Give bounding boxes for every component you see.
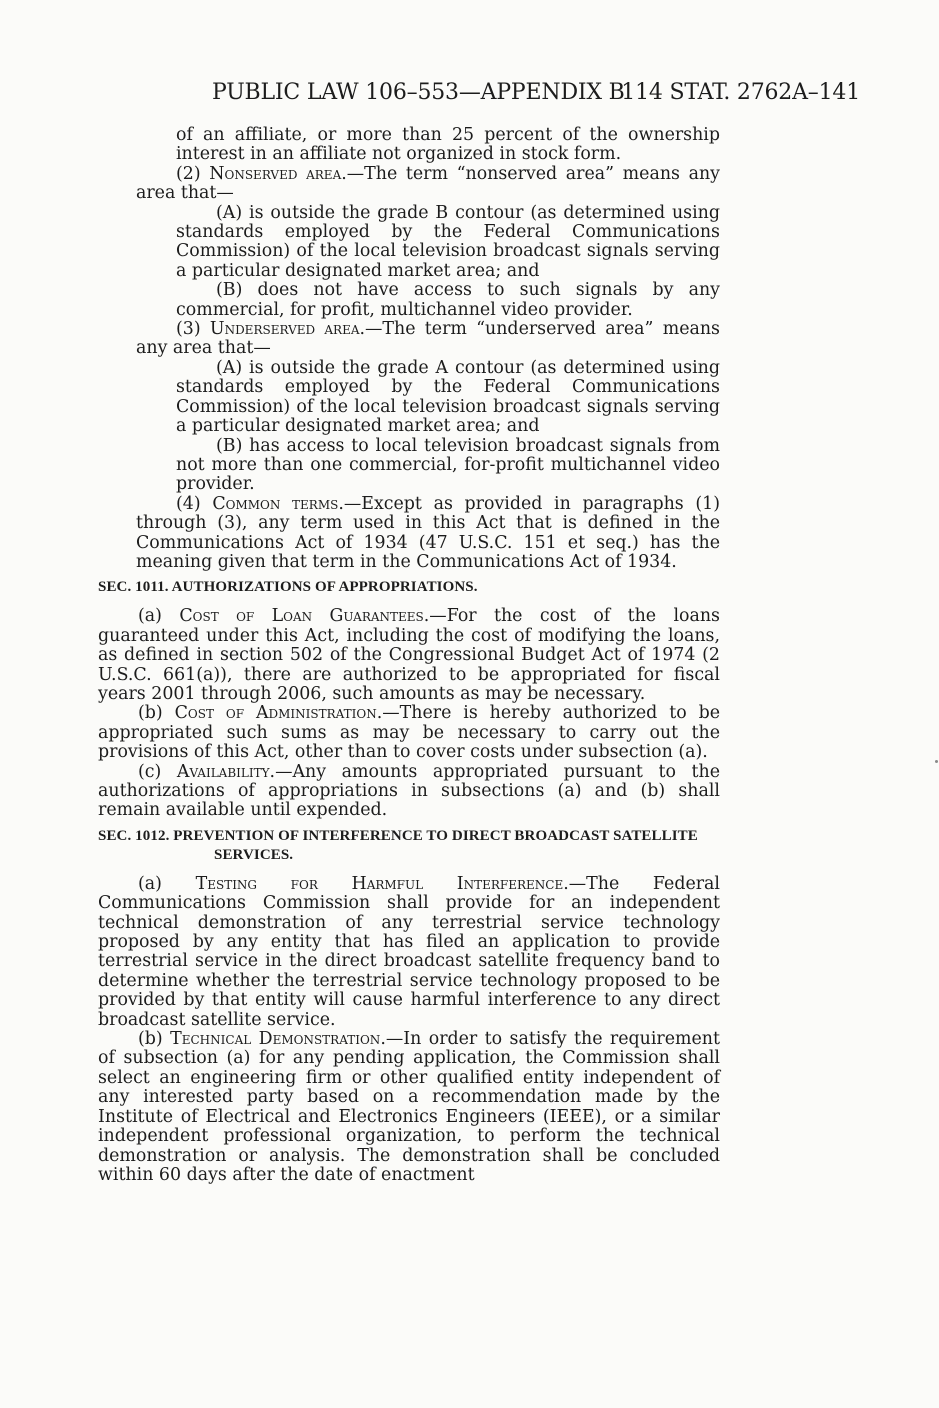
subparagraph-underserved-b: (B) has access to local television broadcast signals from not more than one commercial, for-profit multichannel video provider. xyxy=(176,435,720,495)
continuation-paragraph: of an affiliate, or more than 25 percent of the ownership interest in an affiliate not organized in stock form. xyxy=(176,125,720,165)
subsection-text: .—The Federal Communications Commission shall provide for an independent technical demonstration of any terrestrial service technology proposed by any entity that has filed an application to provide terrestrial service in the direct broadcast satellite frequency band to determine whether the terrestrial service technology proposed to be provided by that entity will cause harmful interference to any direct broadcast satellite service. xyxy=(98,873,720,1030)
paragraph-heading: Common terms xyxy=(212,493,339,514)
subsection-label: (b) xyxy=(138,703,163,724)
subsection-heading: Cost of Administration xyxy=(174,703,377,724)
section-1011-subsection-c xyxy=(98,763,720,821)
subparagraph-nonserved-b: (B) does not have access to such signals by any commercial, for profit, multichannel video provider. xyxy=(176,280,720,320)
paragraph-number: (3) xyxy=(176,319,201,340)
paragraph-heading: Nonserved area xyxy=(209,163,342,184)
paragraph-text: .—The term “nonserved area” means any area that— xyxy=(136,163,720,204)
section-1011-subsection-b xyxy=(98,704,720,762)
paragraph-nonserved-area xyxy=(98,165,720,204)
subsection-heading: Availability xyxy=(176,761,270,782)
header-stat-citation: 114 STAT. 2762A–141 xyxy=(621,80,860,105)
subparagraph-nonserved-a: (A) is outside the grade B contour (as determined using standards employed by the Federal Communications Commission) of the local television broadcast signals serving a particular designated market area; and xyxy=(176,202,720,281)
subsection-heading: Cost of Loan Guarantees xyxy=(179,606,424,627)
subsection-label: (a) xyxy=(138,873,162,894)
paragraph-underserved-area xyxy=(98,320,720,359)
document-body xyxy=(98,126,720,1185)
section-1012-heading: SEC. 1012. PREVENTION OF INTERFERENCE TO DIRECT BROADCAST SATELLITE SERVICES. xyxy=(98,827,698,863)
paragraph-text: .—Except as provided in paragraphs (1) through (3), any term used in this Act that is defined in the Communications Act of 1934 (47 U.S.C. 151 et seq.) has the meaning given that term in the Communications Act of 1934. xyxy=(136,493,721,572)
subsection-text: .—For the cost of the loans guaranteed under this Act, including the cost of modifying the loans, as defined in section 502 of the Congressional Budget Act of 1974 (2 U.S.C. 661(a)), there are authorized to be appropriated for fiscal years 2001 through 2006, such amounts as may be necessary. xyxy=(98,606,720,704)
paragraph-number: (4) xyxy=(176,493,201,514)
subsection-heading: Technical Demonstration xyxy=(170,1029,381,1050)
section-1011-subsection-a xyxy=(98,607,720,704)
section-1012-subsection-b xyxy=(98,1030,720,1185)
section-1011-heading: SEC. 1011. AUTHORIZATIONS OF APPROPRIATIONS. xyxy=(98,579,478,596)
subparagraph-underserved-a: (A) is outside the grade A contour (as determined using standards employed by the Federal Communications Commission) of the local television broadcast signals serving a particular designated market area; and xyxy=(176,357,720,437)
header-law-title: PUBLIC LAW 106–553—APPENDIX B xyxy=(212,80,625,105)
subsection-text: .—In order to satisfy the requirement of subsection (a) for any pending application, the Commission shall select an engineering firm or other qualified entity independent of any interested party based on a recommendation made by the Institute of Electrical and Electronics Engineers (IEEE), or a similar independent professional organization, to perform the technical demonstration or analysis. The demonstration shall be concluded within 60 days after the date of enactment xyxy=(98,1029,720,1185)
section-1012-subsection-a xyxy=(98,875,720,1030)
subsection-label: (c) xyxy=(138,761,162,782)
running-header xyxy=(212,78,860,108)
subsection-text: .—Any amounts appropriated pursuant to the authorizations of appropriations in subsections (a) and (b) shall remain available until expended. xyxy=(98,761,720,821)
paragraph-number: (2) xyxy=(176,163,201,184)
subsection-label: (b) xyxy=(138,1029,163,1050)
paragraph-common-terms xyxy=(98,495,720,573)
subsection-text: .—There is hereby authorized to be appropriated such sums as may be necessary to carry out the provisions of this Act, other than to cover costs under subsection (a). xyxy=(98,703,720,763)
paragraph-text: .—The term “underserved area” means any area that— xyxy=(136,319,720,359)
paragraph-heading: Underserved area xyxy=(209,319,360,340)
scan-speck xyxy=(935,760,938,763)
subsection-heading: Testing for Harmful Interference xyxy=(195,873,564,894)
subsection-label: (a) xyxy=(138,606,162,627)
